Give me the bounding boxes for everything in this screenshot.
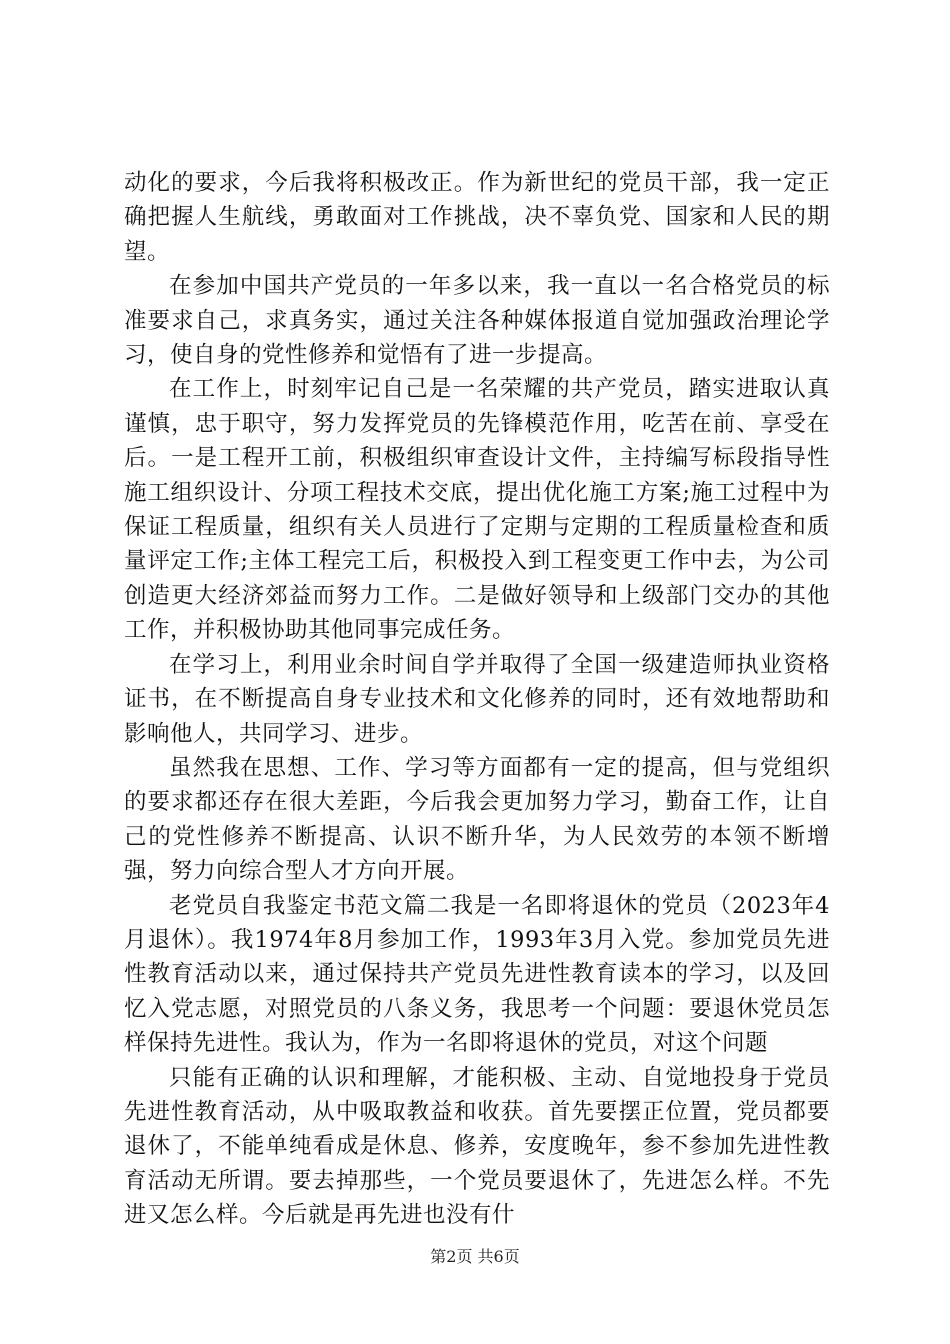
paragraph-7: 只能有正确的认识和理解，才能积极、主动、自觉地投身于党员先进性教育活动，从中吸取教益和收获。首先要摆正位置，党员都要退休了，不能单纯看成是休息、修养，安度晚年，参不参加先进性教育活动无所谓。要去掉那些，一个党员要退休了，先进怎么样。不先进又怎么样。今后就是再先进也没有什 bbox=[124, 1064, 830, 1229]
paragraph-3: 在工作上，时刻牢记自己是一名荣耀的共产党员，踏实进取认真谨慎，忠于职守，努力发挥党员的先锋模范作用，吃苦在前、享受在后。一是工程开工前，积极组织审查设计文件，主持编写标段指导性施工组织设计、分项工程技术交底，提出优化施工方案;施工过程中为保证工程质量，组织有关人员进行了定期与定期的工程质量检查和质量评定工作;主体工程完工后，积极投入到工程变更工作中去，为公司创造更大经济郊益而努力工作。二是做好领导和上级部门交办的其他工作，并积极协助其他同事完成任务。 bbox=[124, 376, 830, 644]
document-body bbox=[124, 166, 830, 1233]
paragraph-2: 在参加中国共产党员的一年多以来，我一直以一名合格党员的标准要求自己，求真务实，通过关注各种媒体报道自觉加强政治理论学习，使自身的党性修养和觉悟有了进一步提高。 bbox=[124, 273, 830, 369]
paragraph-1: 动化的要求，今后我将积极改正。作为新世纪的党员干部，我一定正确把握人生航线，勇敢面对工作挑战，决不辜负党、国家和人民的期望。 bbox=[124, 170, 830, 265]
page-footer bbox=[0, 1246, 950, 1268]
page-number-label: 第2页 共6页 bbox=[430, 1247, 520, 1266]
paragraph-6: 老党员自我鉴定书范文篇二我是一名即将退休的党员（2023年4月退休）。我1974年8月参加工作，1993年3月入党。参加党员先进性教育活动以来，通过保持共产党员先进性教育读本的学习，以及回忆入党志愿，对照党员的八条义务，我思考一个问题：要退休党员怎样保持先进性。我认为，作为一名即将退休的党员，对这个问题 bbox=[124, 892, 830, 1057]
paragraph-4: 在学习上，利用业余时间自学并取得了全国一级建造师执业资格证书，在不断提高自身专业技术和文化修养的同时，还有效地帮助和影响他人，共同学习、进步。 bbox=[124, 651, 830, 747]
paragraph-5: 虽然我在思想、工作、学习等方面都有一定的提高，但与党组织的要求都还存在很大差距，今后我会更加努力学习，勤奋工作，让自己的党性修养不断提高、认识不断升华，为人民效劳的本领不断增强，努力向综合型人才方向开展。 bbox=[124, 754, 830, 885]
